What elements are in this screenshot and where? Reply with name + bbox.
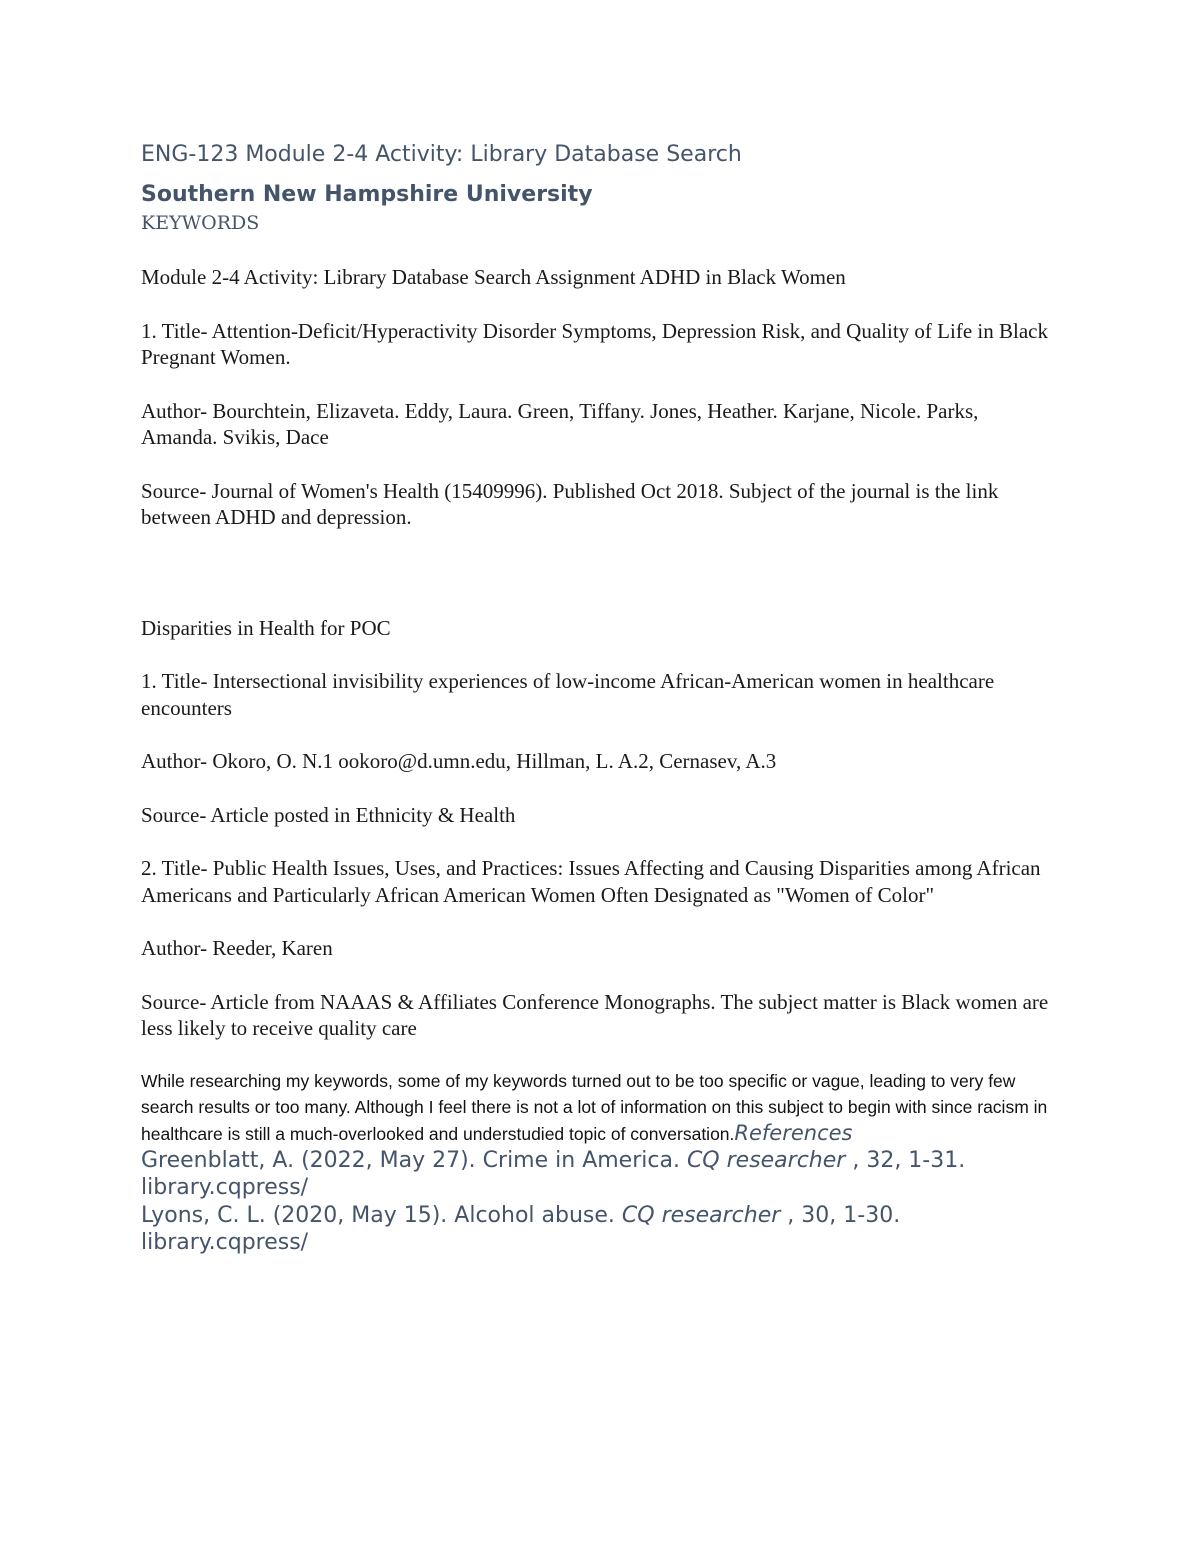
source-3-author: Author- Reeder, Karen (141, 936, 333, 960)
section-heading-adhd: Module 2-4 Activity: Library Database Search Assignment ADHD in Black Women (141, 265, 846, 289)
reflection-text: While researching my keywords, some of my keywords turned out to be too specific or vague, leading to very few search results or too many. Although I feel there is not a lot of information on this subject to begin with since racism in healthcare is still a much-overlooked and understudied topic of conversation. (141, 1070, 1048, 1144)
document-title: ENG-123 Module 2-4 Activity: Library Database Search (141, 142, 742, 167)
source-2-source: Source- Article posted in Ethnicity & Health (141, 802, 516, 827)
source-1-author: Author- Bourchtein, Elizaveta. Eddy, Laura. Green, Tiffany. Jones, Heather. Karjane, Nicole. Parks, Amanda. Svikis, Dace (141, 398, 979, 449)
university-name: Southern New Hampshire University (141, 182, 593, 207)
reference-entry-2 (141, 1202, 1056, 1257)
source-1-title: 1. Title- Attention-Deficit/Hyperactivity Disorder Symptoms, Depression Risk, and Quality of Life in Black Pregnant Women. (141, 318, 1048, 369)
reference-2-journal: CQ researcher (621, 1202, 781, 1228)
reference-1-journal: CQ researcher (686, 1147, 846, 1173)
source-2-title: 1. Title- Intersectional invisibility experiences of low-income African-American women in healthcare encounters (141, 669, 995, 720)
reference-entry-1 (141, 1147, 1056, 1202)
reference-2-details: , 30, 1-30. library.cqpress/ (141, 1202, 901, 1255)
keywords-label: KEYWORDS (141, 212, 260, 234)
source-1-source: Source- Journal of Women's Health (15409996). Published Oct 2018. Subject of the journal is the link between ADHD and depression. (141, 478, 999, 529)
source-3-source: Source- Article from NAAAS & Affiliates Conference Monographs. The subject matter is Black women are less likely to receive quality care (141, 989, 1049, 1040)
references-heading: References (734, 1120, 853, 1145)
source-3-title: 2. Title- Public Health Issues, Uses, and Practices: Issues Affecting and Causing Disparities among African Americans and Particularly African American Women Often Designated as "Women of Color" (141, 856, 1041, 907)
reference-2-text: Lyons, C. L. (2020, May 15). Alcohol abuse. (141, 1202, 622, 1228)
source-2-author: Author- Okoro, O. N.1 ookoro@d.umn.edu, Hillman, L. A.2, Cernasev, A.3 (141, 749, 777, 773)
reference-1-details: , 32, 1-31. library.cqpress/ (141, 1147, 966, 1200)
reference-1-text: Greenblatt, A. (2022, May 27). Crime in America. (141, 1147, 687, 1173)
reflection-paragraph (141, 1068, 1053, 1147)
document-page (141, 140, 1056, 1257)
section-heading-disparities: Disparities in Health for POC (141, 615, 391, 640)
